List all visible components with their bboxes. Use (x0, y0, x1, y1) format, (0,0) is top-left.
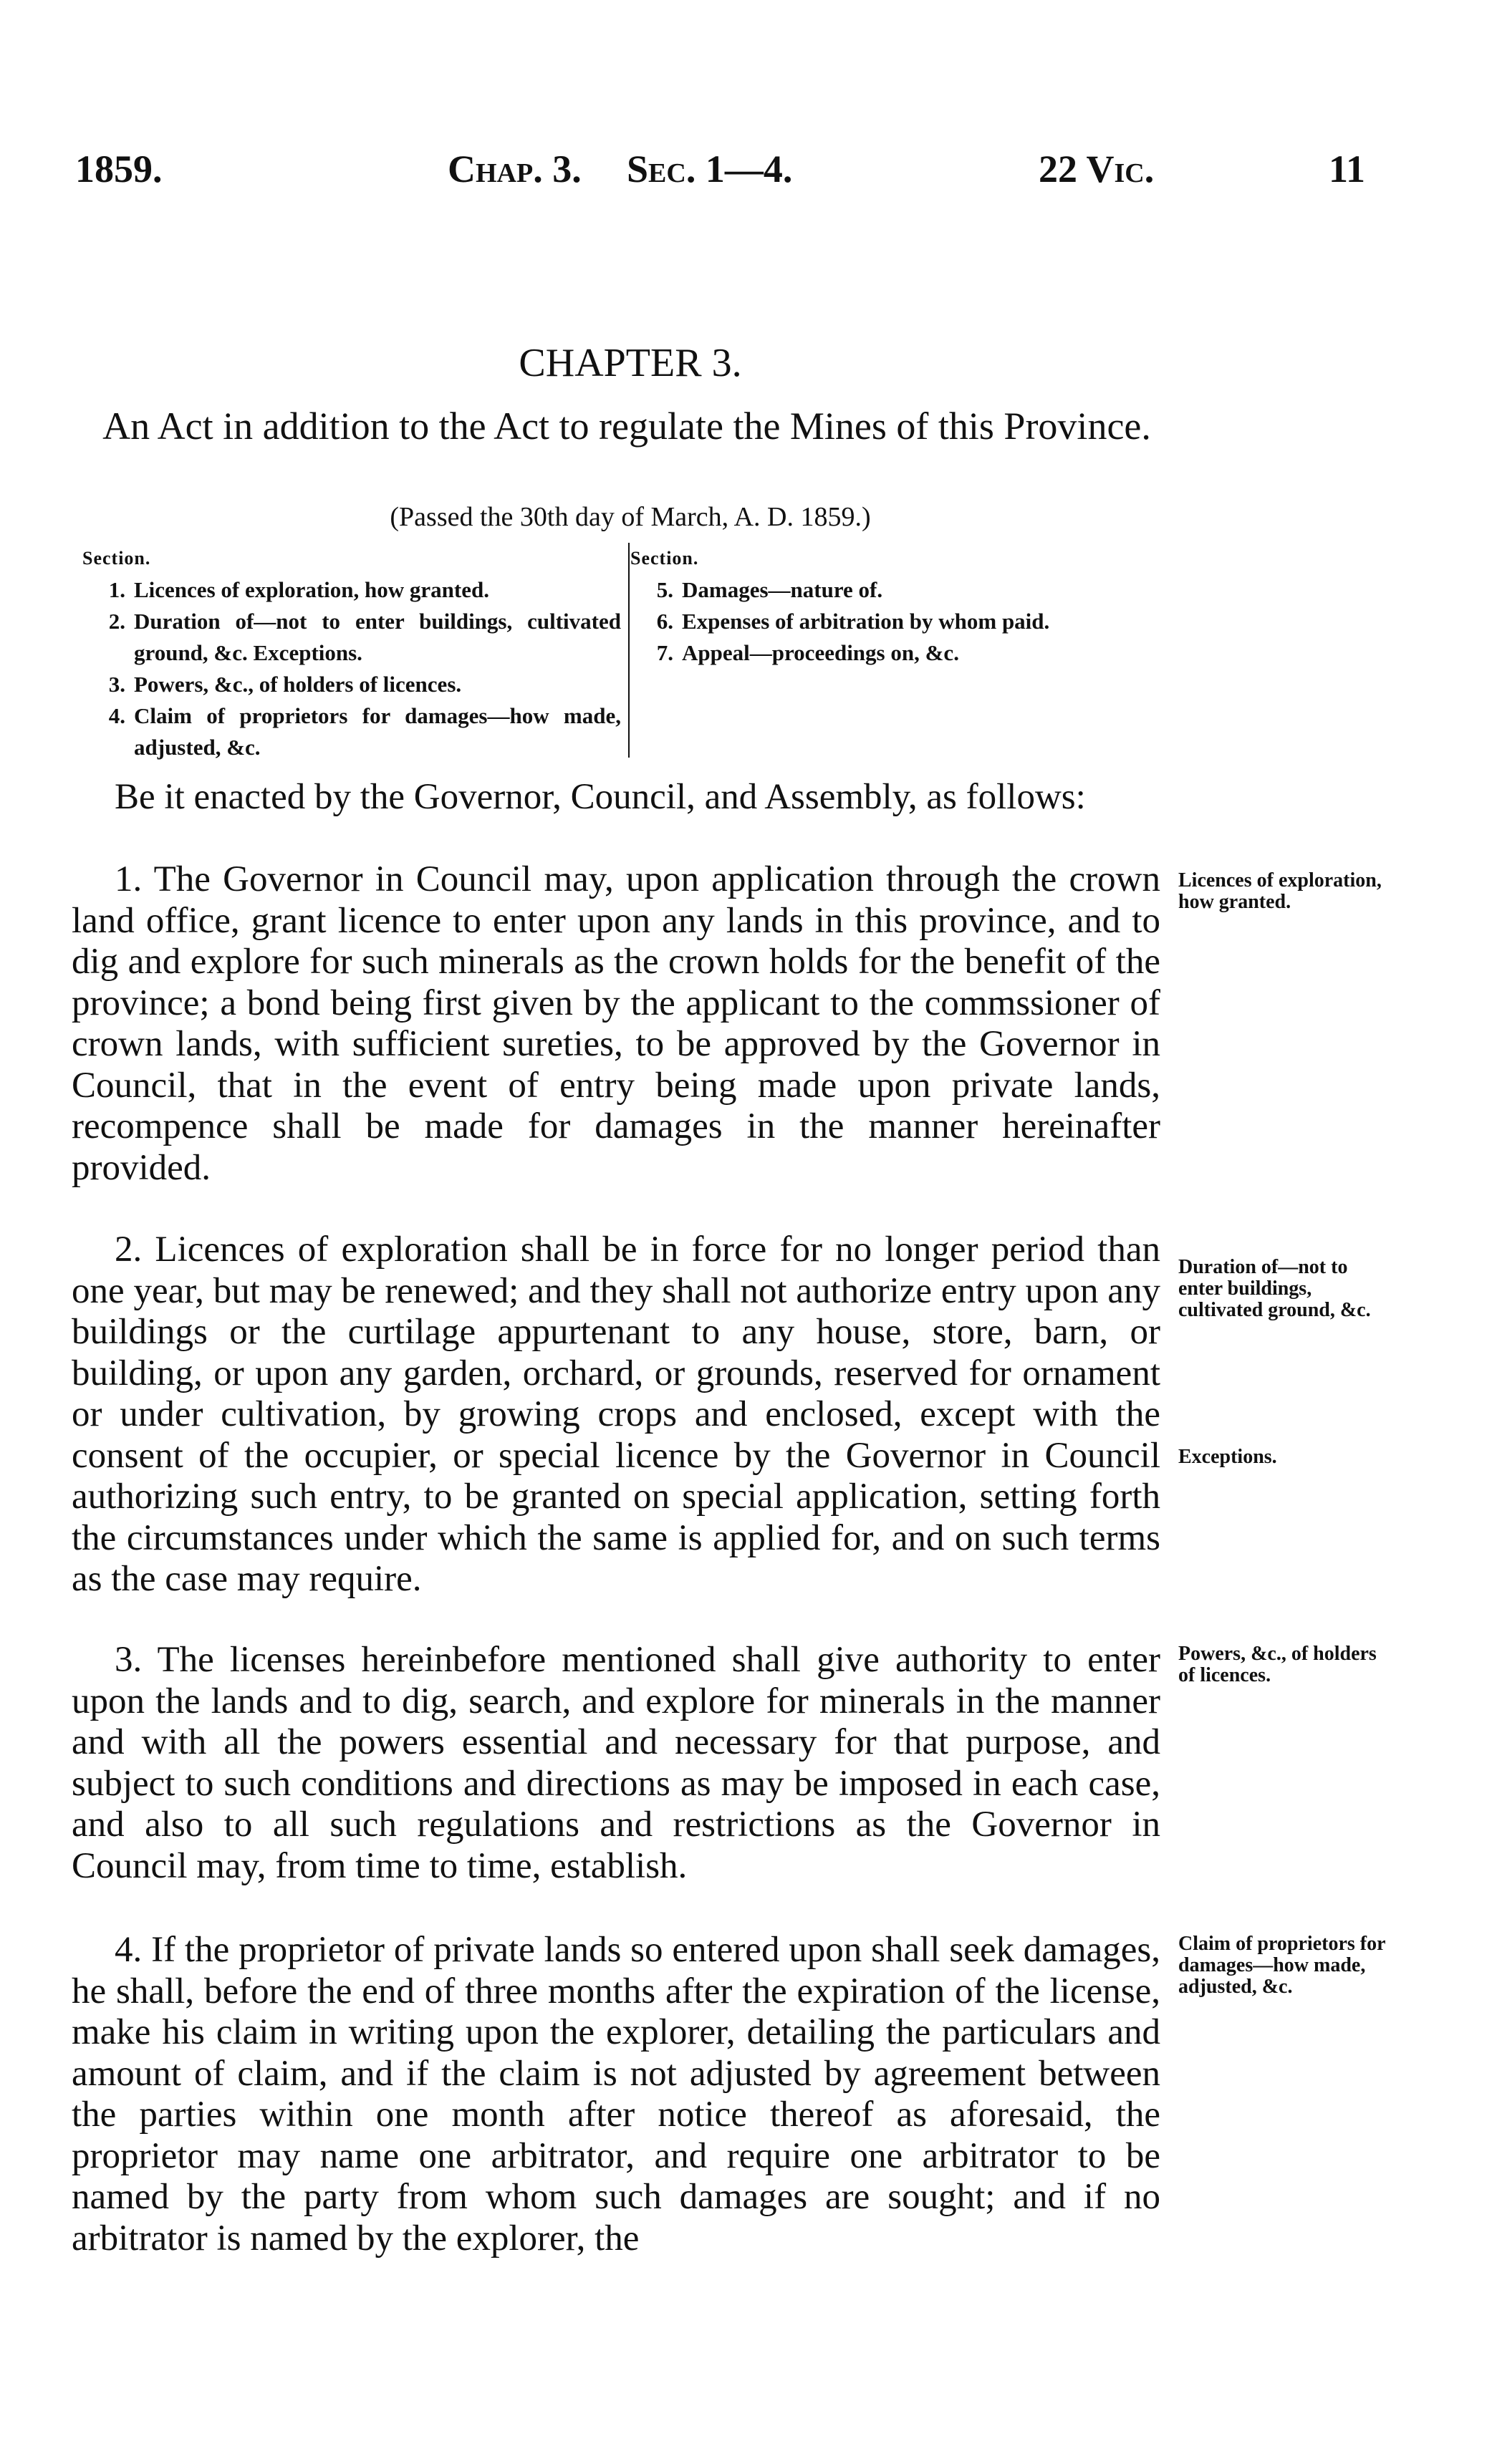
running-head-year: 1859. (75, 148, 163, 190)
toc-item-text: Damages—nature of. (682, 577, 883, 602)
section-1-text: 1. The Governor in Council may, upon application through the crown land office, grant licence to enter upon any lands in this province, and to dig and explore for such minerals as the crown holds for the benefit of the province; a bond being first given by the applicant to the commssioner of crown lands, with sufficient sureties, to be approved by the Governor in Council, that in the event of entry being made upon private lands, recompence shall be made for damages in the manner hereinafter provided. (72, 859, 1160, 1188)
toc-item-number: 1. (108, 577, 125, 602)
toc-item (630, 606, 1160, 637)
toc-item-text: Licences of exploration, how granted. (134, 577, 489, 602)
marginal-note-exceptions: Exceptions. (1178, 1446, 1277, 1468)
toc-item-text: Expenses of arbitration by whom paid. (682, 609, 1050, 634)
marginal-note-licences: Licences of exploration, how granted. (1178, 869, 1382, 913)
toc-item-text: Duration of—not to enter buildings, cultivated ground, &c. Exceptions. (134, 609, 621, 665)
act-title: An Act in addition to the Act to regulate the Mines of this Province. (102, 405, 1151, 448)
toc-item (82, 669, 621, 700)
toc-item-text: Appeal—proceedings on, &c. (682, 640, 959, 665)
toc-left-column (82, 543, 630, 758)
section-1 (72, 859, 1160, 1189)
section-4 (72, 1930, 1160, 2259)
section-2-text: 2. Licences of exploration shall be in force for no longer period than one year, but may be renewed; and they shall not authorize entry upon any buildings or the curtilage appurtenant to any house, store, barn, or building, or upon any garden, orchard, or grounds, reserved for ornament or under cultivation, by growing crops and enclosed, except with the consent of the occupier, or special licence by the Governor in Council authorizing such entry, to be granted on special application, setting forth the circumstances under which the same is applied for, and on such terms as the case may require. (72, 1229, 1160, 1599)
section-4-text: 4. If the proprietor of private lands so entered upon shall seek damages, he shall, before the end of three months after the expiration of the license, make his claim in writing upon the explorer, detailing the particulars and amount of claim, and if the claim is not adjusted by agreement between the parties within one month after notice thereof as aforesaid, the proprietor may name one arbitrator, and require one arbitrator to be named by the party from whom such damages are sought; and if no arbitrator is named by the explorer, the (72, 1930, 1160, 2258)
marginal-note-duration: Duration of—not to enter buildings, cultivated ground, &c. (1178, 1256, 1371, 1321)
toc-item-text: Powers, &c., of holders of licences. (134, 672, 462, 697)
section-2 (72, 1229, 1160, 1600)
page-number: 11 (1329, 148, 1366, 190)
section-3-text: 3. The licenses hereinbefore mentioned shall give authority to enter upon the lands and to dig, search, and explore for minerals in the manner and with all the powers essential and necessary for that purpose, and subject to such conditions and directions as may be imposed in each case, and also to all such regulations and restrictions as the Governor in Council may, from time to time, establish. (72, 1640, 1160, 1886)
toc-item-number: 7. (656, 640, 673, 665)
toc-item-number: 2. (108, 609, 125, 634)
running-head-regnal-year: 22 Vic. (1039, 148, 1155, 190)
toc-item-number: 5. (656, 577, 673, 602)
section-3 (72, 1640, 1160, 1887)
marginal-note-claim: Claim of proprietors for damages—how made, adjusted, &c. (1178, 1933, 1386, 1998)
toc-item (82, 574, 621, 606)
toc-item (630, 637, 1160, 669)
enacting-clause-text: Be it enacted by the Governor, Council, and Assembly, as follows: (115, 777, 1086, 817)
passed-date: (Passed the 30th day of March, A. D. 1859.) (390, 502, 871, 532)
toc-item-text: Claim of proprietors for damages—how made, adjusted, &c. (134, 703, 621, 760)
toc-item-number: 3. (108, 672, 125, 697)
running-head-chapter: Chap. 3. (448, 148, 582, 190)
running-head-section: Sec. 1—4. (627, 148, 793, 190)
enacting-clause (72, 777, 1160, 818)
toc-right-column (630, 543, 1160, 669)
toc-item (82, 606, 621, 669)
toc-item-number: 6. (656, 609, 673, 634)
marginal-note-powers: Powers, &c., of holders of licences. (1178, 1643, 1377, 1686)
toc-item (82, 700, 621, 763)
toc-item-number: 4. (108, 703, 125, 728)
toc-left-heading: Section. (82, 548, 151, 569)
toc-item (630, 574, 1160, 606)
toc-right-heading: Section. (630, 548, 699, 569)
chapter-title: CHAPTER 3. (519, 341, 742, 385)
